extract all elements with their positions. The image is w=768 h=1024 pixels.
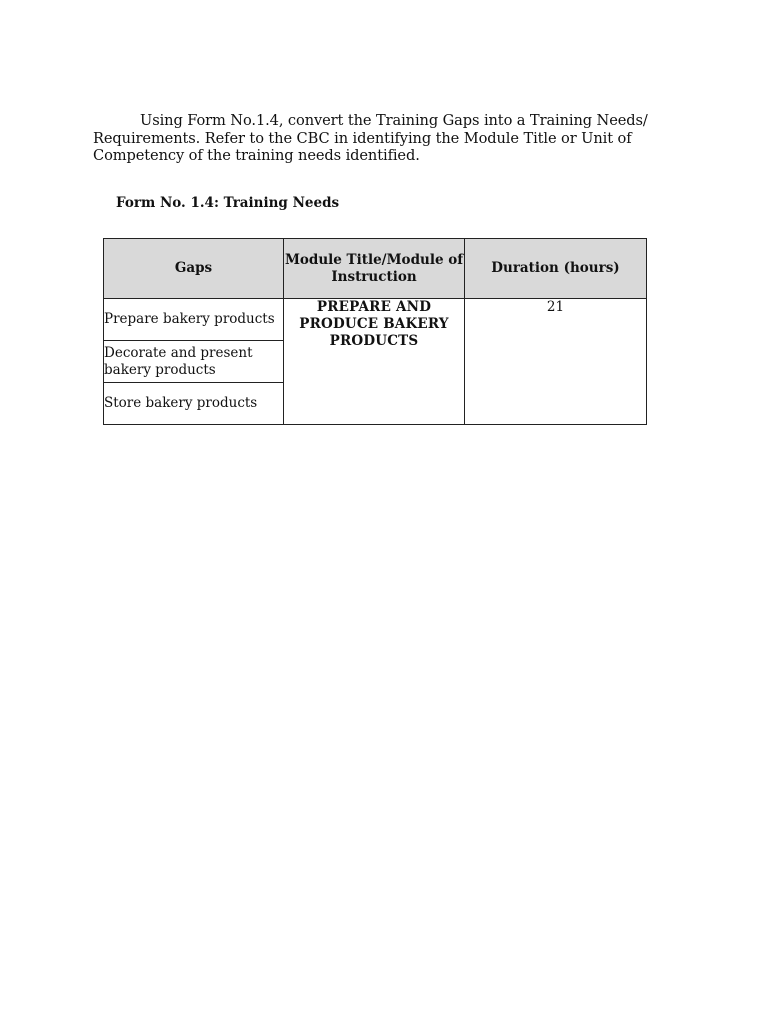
- gap-cell: Decorate and present bakery products: [104, 341, 284, 383]
- gap-cell: Store bakery products: [104, 383, 284, 425]
- instructions-paragraph: Using Form No.1.4, convert the Training Gaps into a Training Needs/ Requirements. Refer to the CBC in identifying the Module Title or Unit of Competency of the training needs identified.: [93, 112, 648, 164]
- module-title-cell: PREPARE AND PRODUCE BAKERY PRODUCTS: [284, 299, 465, 425]
- header-module-title: Module Title/Module of Instruction: [284, 239, 465, 299]
- header-gaps: Gaps: [104, 239, 284, 299]
- form-title: Form No. 1.4: Training Needs: [116, 195, 340, 211]
- table-row: [104, 299, 647, 341]
- duration-cell: 21: [465, 299, 647, 425]
- training-needs-table: [103, 238, 647, 425]
- header-duration: Duration (hours): [465, 239, 647, 299]
- gap-cell: Prepare bakery products: [104, 299, 284, 341]
- table-header-row: [104, 239, 647, 299]
